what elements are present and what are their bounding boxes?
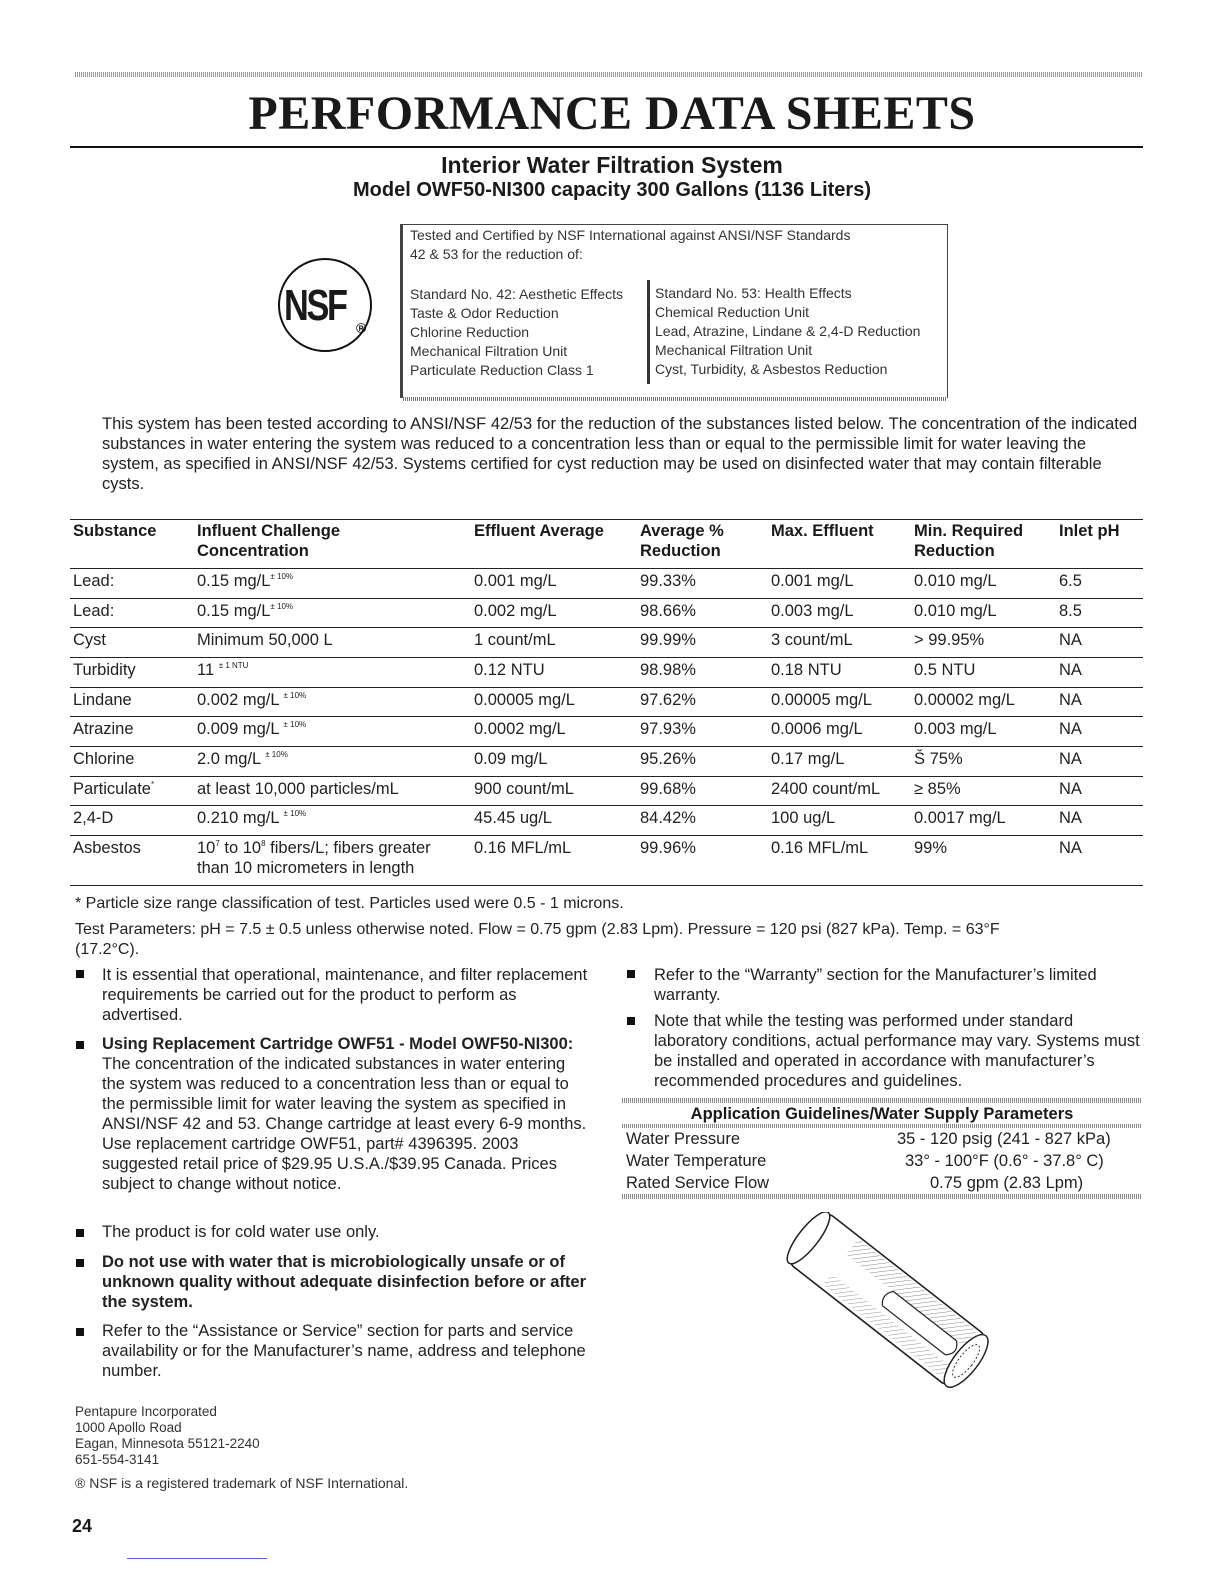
cell-average-reduction: 98.66%: [640, 602, 696, 620]
cell-effluent-average: 900 count/mL: [474, 780, 574, 798]
header-min-required-line-1: Min. Required: [914, 522, 1024, 540]
header-substance: Substance: [73, 522, 157, 540]
header-max-effluent: Max. Effluent: [771, 522, 874, 540]
row-rule: [70, 687, 1143, 688]
bullet-cold-water: The product is for cold water use only.: [102, 1223, 380, 1241]
nsf-logo-text: NSF: [284, 281, 346, 330]
cell-max-effluent: 0.16 MFL/mL: [771, 839, 869, 857]
test-parameters-line-2: (17.2°C).: [75, 941, 140, 958]
row-rule: [70, 598, 1143, 599]
trademark-note: ® NSF is a registered trademark of NSF International.: [75, 1475, 409, 1491]
bullet-replacement-cartridge: Using Replacement Cartridge OWF51 - Model OWF50-NI300: The concentration of the indicated substances in water entering the system was reduced to a concentration less than or equal to the permissible limit for water leaving the system as specified in ANSI/NSF 42 and 53. Change cartridge at least every 6-9 months. Use replacement cartridge OWF51, part# 4396395. 2003 suggested retail price of $29.95 U.S.A./$39.95 Canada. Prices subject to change without notice.: [102, 1035, 587, 1193]
cell-substance: Lead:: [73, 602, 115, 620]
cell-average-reduction: 84.42%: [640, 809, 696, 827]
cell-influent: 2.0 mg/L $^{\pm 10\%}$: [197, 750, 288, 768]
header-influent-line-2: Concentration: [197, 542, 309, 560]
particle-footnote: * Particle size range classification of test. Particles used were 0.5 - 1 microns.: [75, 895, 624, 912]
filter-cartridge-illustration: [765, 1212, 1015, 1397]
cell-effluent-average: 1 count/mL: [474, 631, 556, 649]
cell-effluent-average: 0.09 mg/L: [474, 750, 548, 768]
cell-average-reduction: 95.26%: [640, 750, 696, 768]
cert-right-item: Lead, Atrazine, Lindane & 2,4-D Reduction: [655, 323, 921, 339]
cell-effluent-average: 0.00005 mg/L: [474, 691, 575, 709]
cell-effluent-average: 0.002 mg/L: [474, 602, 557, 620]
cell-inlet-ph: NA: [1059, 839, 1082, 857]
cell-inlet-ph: NA: [1059, 780, 1082, 798]
cell-influent: Minimum 50,000 L: [197, 631, 333, 649]
row-rule: [70, 657, 1143, 658]
cell-min-required: 0.00002 mg/L: [914, 691, 1015, 709]
bullet-square-icon: [76, 970, 84, 978]
app-value-water-pressure: 35 - 120 psig (241 - 827 kPa): [897, 1130, 1111, 1148]
app-bottom-hatch: [622, 1194, 1142, 1199]
application-guidelines-title: Application Guidelines/Water Supply Parameters: [690, 1105, 1074, 1123]
cell-average-reduction: 98.98%: [640, 661, 696, 679]
cell-max-effluent: 3 count/mL: [771, 631, 853, 649]
cell-effluent-average: 0.12 NTU: [474, 661, 545, 679]
cell-min-required: 0.5 NTU: [914, 661, 976, 679]
row-rule: [70, 776, 1143, 777]
cell-influent: 11 $^{\pm 1 NTU}$: [197, 661, 249, 679]
table-top-rule: [70, 519, 1143, 520]
cell-average-reduction: 97.93%: [640, 720, 696, 738]
cert-left-item: Particulate Reduction Class 1: [410, 362, 594, 378]
cell-average-reduction: 99.68%: [640, 780, 696, 798]
cell-effluent-average: 45.45 ug/L: [474, 809, 552, 827]
cell-influent: 0.002 mg/L $^{\pm 10\%}$: [197, 691, 307, 709]
bullet-square-icon: [627, 1017, 635, 1025]
address-phone: 651-554-3141: [75, 1452, 160, 1467]
cert-left-item: Mechanical Filtration Unit: [410, 343, 568, 359]
cell-average-reduction: 97.62%: [640, 691, 696, 709]
address-city: Eagan, Minnesota 55121-2240: [75, 1436, 260, 1451]
cell-substance: Turbidity: [73, 661, 136, 679]
cell-min-required: 99%: [914, 839, 948, 857]
cell-max-effluent: 0.18 NTU: [771, 661, 842, 679]
app-top-hatch: [622, 1098, 1142, 1103]
header-effluent-average: Effluent Average: [474, 522, 604, 540]
cell-effluent-average: 0.0002 mg/L: [474, 720, 566, 738]
bullet-square-icon: [76, 1229, 84, 1237]
bullet-square-icon: [76, 1041, 84, 1049]
address-street: 1000 Apollo Road: [75, 1420, 182, 1435]
bullet-operational-requirements: It is essential that operational, maintenance, and filter replacement requirements be carried out for the product to perform as advertised.: [102, 966, 588, 1024]
row-rule: [70, 805, 1143, 806]
header-inlet-ph: Inlet pH: [1059, 522, 1120, 540]
bullet-warranty: Refer to the “Warranty” section for the Manufacturer’s limited warranty.: [654, 966, 1097, 1004]
cell-inlet-ph: NA: [1059, 661, 1082, 679]
cell-inlet-ph: NA: [1059, 720, 1082, 738]
cell-inlet-ph: NA: [1059, 631, 1082, 649]
cert-column-divider: [647, 280, 650, 384]
cell-average-reduction: 99.99%: [640, 631, 696, 649]
cell-inlet-ph: 6.5: [1059, 572, 1082, 590]
row-rule: [70, 835, 1143, 836]
header-average-reduction-line-1: Average %: [640, 522, 724, 540]
model-capacity-line: Model OWF50-NI300 capacity 300 Gallons (1136 Liters): [353, 179, 871, 201]
cell-influent-line-2: than 10 micrometers in length: [197, 859, 415, 877]
cert-left-item: Taste & Odor Reduction: [410, 305, 559, 321]
app-label-rated-service-flow: Rated Service Flow: [626, 1174, 770, 1192]
cell-influent: 0.15 $mg/L^{\pm 10\%}$: [197, 572, 294, 590]
bullet-assistance-service: Refer to the “Assistance or Service” section for parts and service availability or for the Manufacturer’s name, address and telephone number.: [102, 1322, 586, 1380]
cell-substance: Chlorine: [73, 750, 135, 768]
row-rule: [70, 746, 1143, 747]
cert-right-item: Standard No. 53: Health Effects: [655, 285, 852, 301]
cert-left-item: Standard No. 42: Aesthetic Effects: [410, 286, 623, 302]
table-bottom-rule: [70, 885, 1143, 886]
cell-substance: 2,4-D: [73, 809, 114, 827]
header-average-reduction-line-2: Reduction: [640, 542, 721, 560]
page-title: PERFORMANCE DATA SHEETS: [248, 87, 976, 140]
cell-effluent-average: 0.16 MFL/mL: [474, 839, 572, 857]
cell-inlet-ph: NA: [1059, 809, 1082, 827]
app-label-water-temperature: Water Temperature: [626, 1152, 767, 1170]
cell-influent: 0.15 $mg/L^{\pm 10\%}$: [197, 602, 294, 620]
cell-substance: Particulate*: [73, 780, 155, 798]
cell-max-effluent: 0.17 mg/L: [771, 750, 845, 768]
cert-right-item: Cyst, Turbidity, & Asbestos Reduction: [655, 361, 888, 377]
cell-max-effluent: 2400 count/mL: [771, 780, 881, 798]
cert-intro-line-1: Tested and Certified by NSF International against ANSI/NSF Standards: [410, 227, 851, 243]
cell-substance: Lindane: [73, 691, 132, 709]
cell-min-required: 0.0017 mg/L: [914, 809, 1006, 827]
test-parameters-line-1: Test Parameters: pH = 7.5 ± 0.5 unless otherwise noted. Flow = 0.75 gpm (2.83 Lpm). Pressure = 120 psi (827 kPa). Temp. = 63°F: [75, 921, 1000, 938]
cell-inlet-ph: NA: [1059, 750, 1082, 768]
cell-min-required: > 99.95%: [914, 631, 985, 649]
cell-min-required: 0.003 mg/L: [914, 720, 997, 738]
cell-max-effluent: 0.001 mg/L: [771, 572, 854, 590]
bottom-link-underline: [127, 1558, 267, 1559]
top-hatch-band: [75, 72, 1142, 77]
row-rule: [70, 716, 1143, 717]
cell-effluent-average: 0.001 mg/L: [474, 572, 557, 590]
cell-max-effluent: 0.0006 mg/L: [771, 720, 863, 738]
cell-substance: Cyst: [73, 631, 106, 649]
page-number: 24: [72, 1516, 93, 1536]
cell-average-reduction: 99.33%: [640, 572, 696, 590]
intro-paragraph: This system has been tested according to ANSI/NSF 42/53 for the reduction of the substances listed below. The concentration of the indicated substances in water entering the system was reduced to a concentration less than or equal to the permissible limit for water leaving the system, as specified in ANSI/NSF 42/53. Systems certified for cyst reduction may be used on disinfected water that may contain filterable cysts.: [102, 415, 1138, 493]
cell-substance: Lead:: [73, 572, 115, 590]
cell-substance: Atrazine: [73, 720, 134, 738]
cell-min-required: 0.010 mg/L: [914, 602, 997, 620]
bullet-square-icon: [76, 1328, 84, 1336]
cert-left-item: Chlorine Reduction: [410, 324, 530, 340]
registered-mark: ®: [356, 320, 367, 336]
bullet-laboratory-conditions: Note that while the testing was performed under standard laboratory conditions, actual performance may vary. Systems must be installed and operated in accordance with manufacturer’s recommended procedures and guidelines.: [654, 1012, 1140, 1090]
cell-max-effluent: 100 ug/L: [771, 809, 836, 827]
header-min-required-line-2: Reduction: [914, 542, 995, 560]
cell-influent: 0.210 mg/L $^{\pm 10\%}$: [197, 809, 307, 827]
app-label-water-pressure: Water Pressure: [626, 1130, 741, 1148]
cell-influent: $10^7$ to $10^8$ fibers/L; fibers greater: [197, 839, 431, 857]
cell-min-required: Š 75%: [914, 750, 963, 768]
bullet-microbiological-warning: Do not use with water that is microbiologically unsafe or of unknown quality without adequate disinfection before or after the system.: [102, 1253, 587, 1311]
cell-max-effluent: 0.00005 mg/L: [771, 691, 872, 709]
app-value-water-temperature: 33° - 100°F (0.6° - 37.8° C): [905, 1152, 1104, 1170]
cell-influent: 0.009 mg/L $^{\pm 10\%}$: [197, 720, 307, 738]
cell-substance: Asbestos: [73, 839, 141, 857]
cert-right-item: Mechanical Filtration Unit: [655, 342, 813, 358]
bullet-square-icon: [627, 970, 635, 978]
cell-inlet-ph: NA: [1059, 691, 1082, 709]
row-rule: [70, 627, 1143, 628]
title-rule: [70, 146, 1143, 148]
bullet-square-icon: [76, 1259, 84, 1267]
app-title-hatch: [622, 1124, 1142, 1128]
cell-min-required: 0.010 mg/L: [914, 572, 997, 590]
cell-average-reduction: 99.96%: [640, 839, 696, 857]
address-company: Pentapure Incorporated: [75, 1404, 217, 1419]
header-influent-line-1: Influent Challenge: [197, 522, 341, 540]
cell-inlet-ph: 8.5: [1059, 602, 1082, 620]
system-subtitle: Interior Water Filtration System: [441, 152, 783, 178]
row-rule: [70, 568, 1143, 569]
cert-intro-line-2: 42 & 53 for the reduction of:: [410, 246, 583, 262]
cell-influent: at least 10,000 particles/mL: [197, 780, 399, 798]
cell-min-required: ≥ 85%: [914, 780, 961, 798]
cell-max-effluent: 0.003 mg/L: [771, 602, 854, 620]
cert-right-item: Chemical Reduction Unit: [655, 304, 810, 320]
app-value-rated-service-flow: 0.75 gpm (2.83 Lpm): [930, 1174, 1084, 1192]
